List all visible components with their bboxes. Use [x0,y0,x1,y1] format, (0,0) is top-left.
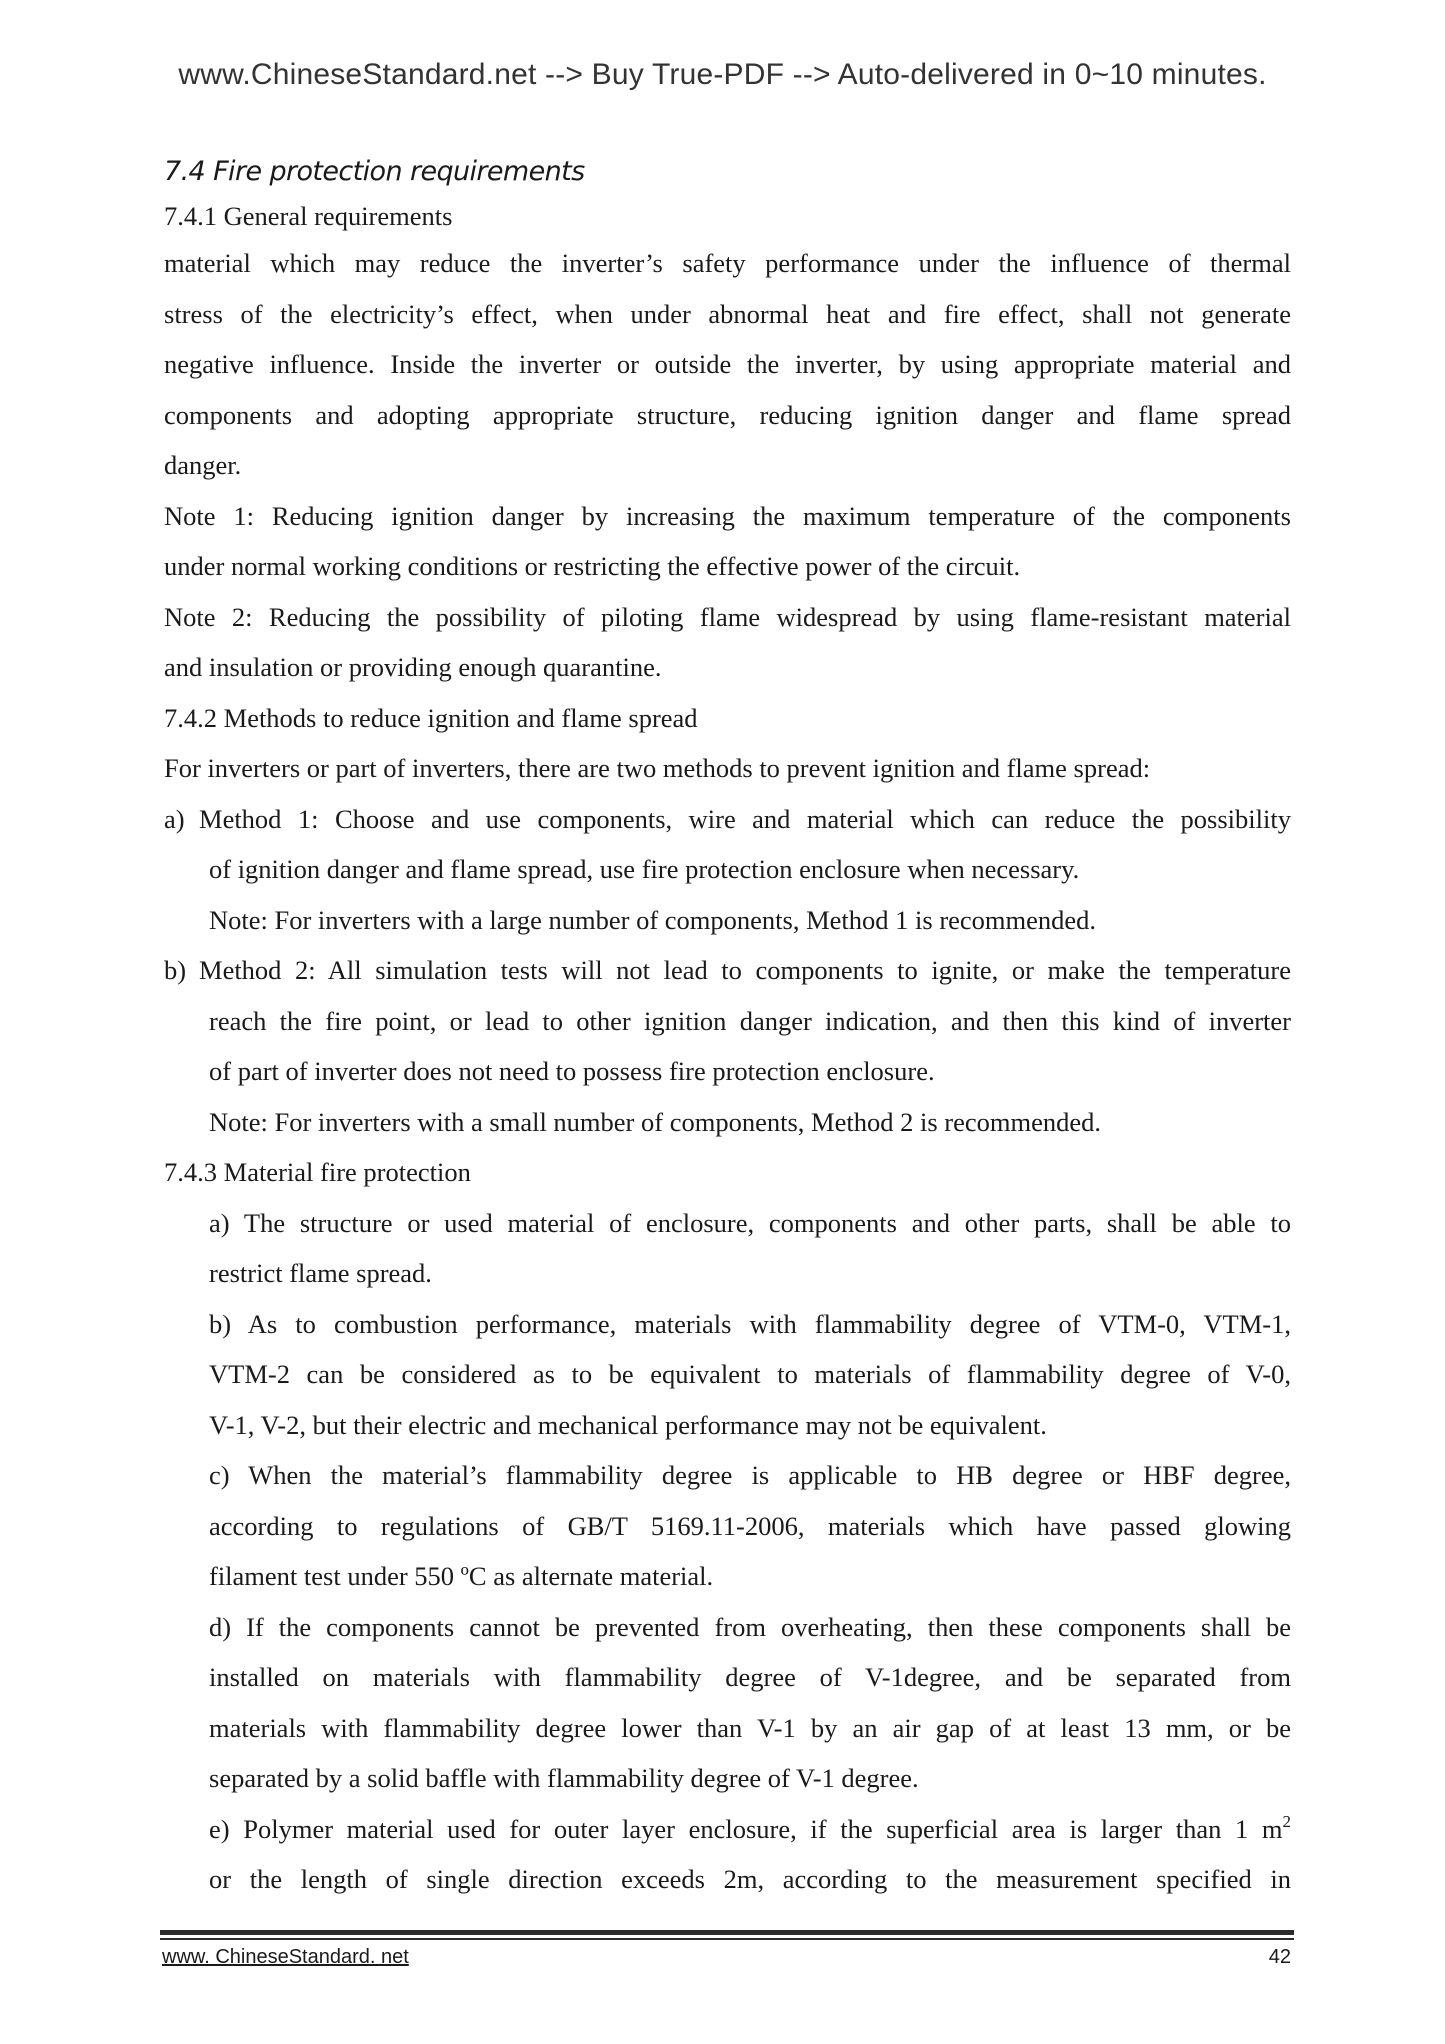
material-item-d-line: d) If the components cannot be prevented from overheating, then these components shall be [209,1611,1291,1642]
list-label: a) [164,803,185,834]
material-item-c-line: according to regulations of GB/T 5169.11-2006, materials which have passed glowing [209,1510,1291,1541]
method-1-line: of ignition danger and flame spread, use fire protection enclosure when necessary. [209,854,1080,884]
method-2-line: of part of inverter does not need to possess fire protection enclosure. [209,1056,935,1086]
paragraph-line: danger. [164,450,242,480]
subsection-heading-7-4-3: 7.4.3 Material fire protection [164,1157,471,1187]
material-item-e-line: or the length of single direction exceeds 2m, according to the measurement specified in [209,1864,1291,1894]
methods-intro: For inverters or part of inverters, there are two methods to prevent ignition and flame spread: [164,753,1151,783]
paragraph-line: stress of the electricity’s effect, when under abnormal heat and fire effect, shall not generate [164,298,1291,329]
method-2-line: reach the fire point, or lead to other ignition danger indication, and then this kind of inverter [209,1005,1291,1036]
footer-site-link[interactable]: www. ChineseStandard. net [162,1946,409,1968]
material-item-d-line: installed on materials with flammability degree of V-1degree, and be separated from [209,1662,1291,1692]
top-banner: www.ChineseStandard.net --> Buy True-PDF --> Auto-delivered in 0~10 minutes. [178,58,1267,91]
material-item-e-line [164,1804,1291,1855]
material-item-c-line: c) When the material’s flammability degree is applicable to HB degree or HBF degree, [209,1460,1291,1490]
subsection-heading-7-4-1: 7.4.1 General requirements [164,201,453,231]
footer-rule [160,1930,1294,1935]
subsection-heading-7-4-2: 7.4.2 Methods to reduce ignition and flame spread [164,702,698,733]
superscript-two: 2 [1282,1811,1291,1831]
note-1-line: Note 1: Reducing ignition danger by increasing the maximum temperature of the components [164,500,1291,531]
paragraph-line: components and adopting appropriate structure, reducing ignition danger and flame spread [164,399,1291,430]
material-item-a-line: restrict flame spread. [209,1258,432,1288]
page-number: 42 [1268,1946,1291,1968]
material-item-e-text: e) Polymer material used for outer layer enclosure, if the superficial area is larger than 1 m [209,1813,1283,1844]
method-1-note: Note: For inverters with a large number of components, Method 1 is recommended. [209,904,1097,935]
document-body [164,150,1291,1905]
method-1-line: Method 1: Choose and use components, wire and material which can reduce the possibility [199,803,1291,834]
paragraph-line: negative influence. Inside the inverter or outside the inverter, by using appropriate material and [164,349,1291,379]
material-item-c-line: filament test under 550 ºC as alternate material. [209,1561,714,1591]
material-item-d-line: separated by a solid baffle with flammability degree of V-1 degree. [209,1763,919,1793]
material-item-b-line: VTM-2 can be considered as to be equivalent to materials of flammability degree of V-0, [209,1359,1291,1389]
list-label: b) [164,955,187,985]
method-2-item [164,945,1291,996]
note-2-line: and insulation or providing enough quarantine. [164,652,662,682]
section-title: 7.4 Fire protection requirements [164,156,585,187]
material-item-b-line: V-1, V-2, but their electric and mechanical performance may not be equivalent. [209,1409,1047,1440]
method-2-note: Note: For inverters with a small number of components, Method 2 is recommended. [209,1106,1101,1137]
note-2-line: Note 2: Reducing the possibility of piloting flame widespread by using flame-resistant material [164,601,1291,632]
footer-rule-thin [160,1938,1294,1940]
material-item-b-line: b) As to combustion performance, materials with flammability degree of VTM-0, VTM-1, [209,1308,1291,1339]
method-1-item [164,794,1291,845]
method-2-line: Method 2: All simulation tests will not lead to components to ignite, or make the temperature [199,955,1291,985]
material-item-a-line: a) The structure or used material of enclosure, components and other parts, shall be able to [209,1207,1291,1238]
paragraph-line: material which may reduce the inverter’s safety performance under the influence of thermal [164,248,1291,278]
material-item-d-line: materials with flammability degree lower than V-1 by an air gap of at least 13 mm, or be [209,1712,1291,1743]
note-1-line: under normal working conditions or restricting the effective power of the circuit. [164,551,1021,581]
